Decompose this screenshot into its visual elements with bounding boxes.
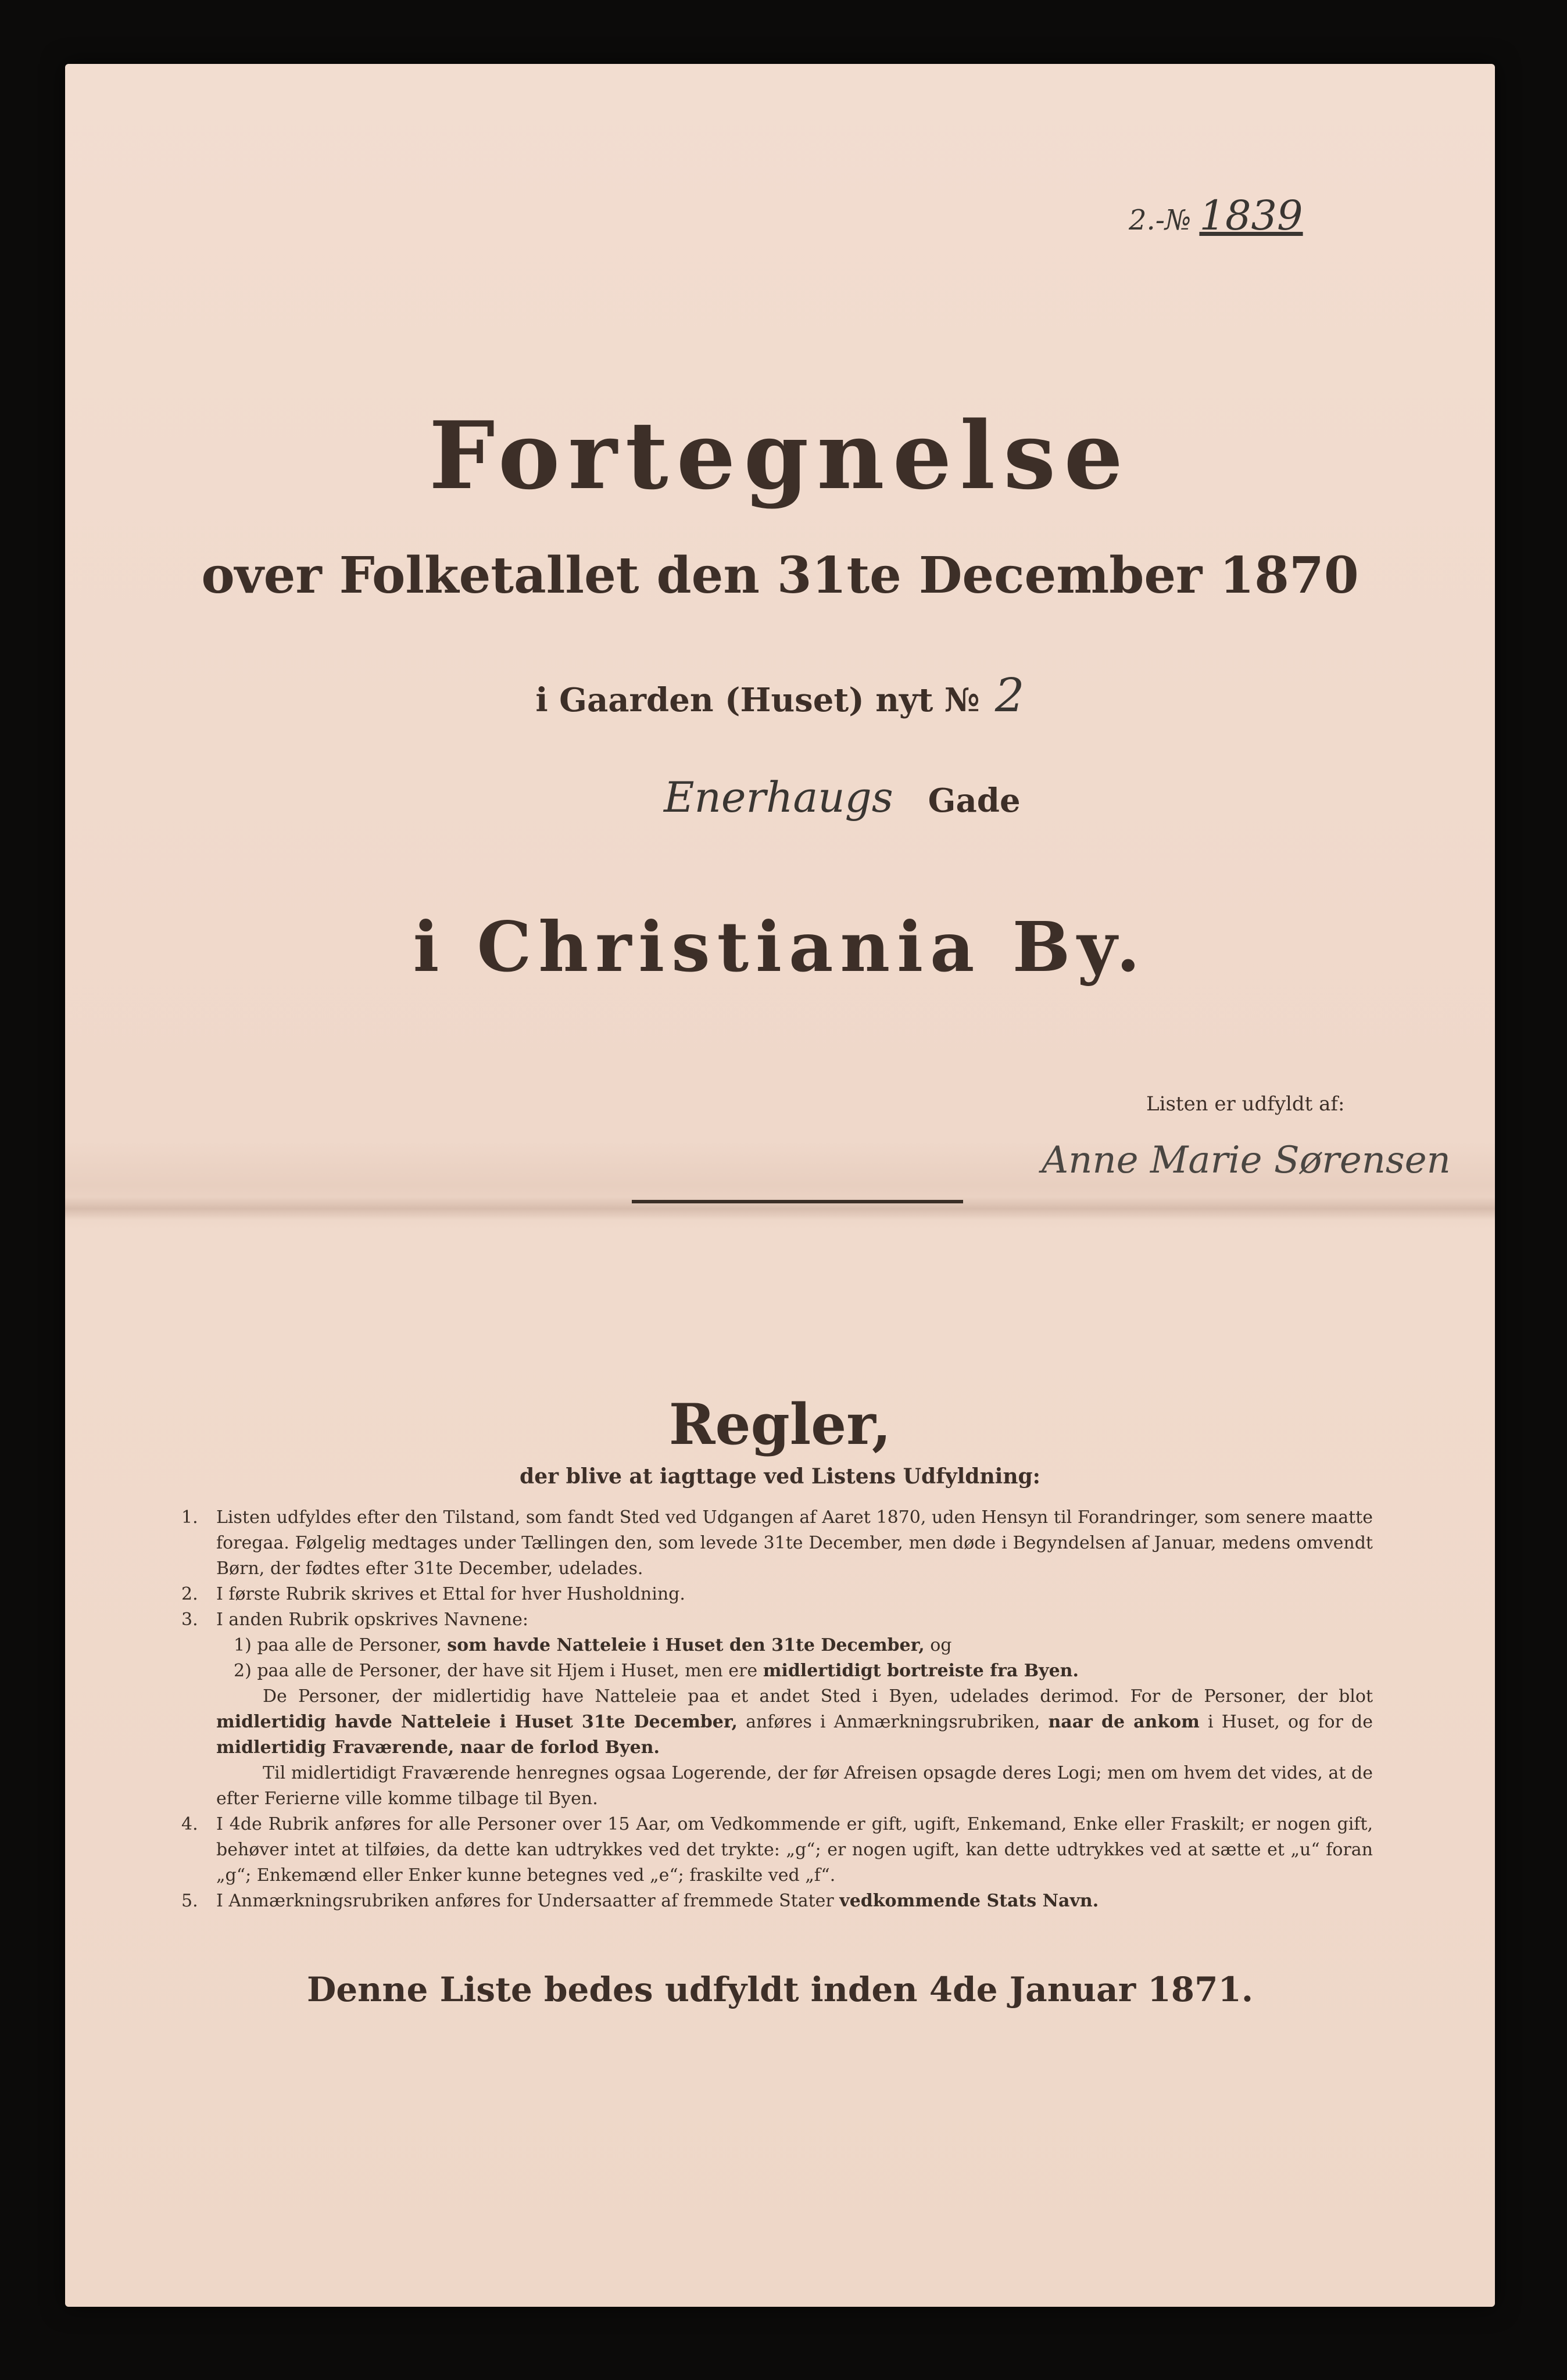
rule-number: 2. (181, 1584, 198, 1604)
filled-by-label: Listen er udfyldt af: (1146, 1092, 1345, 1116)
rule-paragraph-emphasis: midlertidig Fraværende, naar de forlod Byen. (216, 1737, 660, 1758)
form-subtitle: over Folketallet den 31te December 1870 (201, 546, 1359, 605)
rule-subitem-emphasis: som havde Natteleie i Huset den 31te December, (447, 1635, 925, 1655)
street-line (664, 773, 1021, 822)
rule-paragraph-emphasis: midlertidig havde Natteleie i Huset 31te December, (216, 1712, 738, 1732)
rule-paragraph-text: anføres i Anmærkningsrubriken, (737, 1712, 1049, 1732)
rule-subitem (181, 1633, 1373, 1658)
rule-paragraph-emphasis: naar de ankom (1048, 1712, 1200, 1732)
street-label: Gade (928, 782, 1021, 820)
rule-subitem-text: 2) paa alle de Personer, der have sit Hjem i Huset, men ere (234, 1661, 763, 1681)
rule-paragraph-text: i Huset, og for de (1199, 1712, 1373, 1732)
rule-item (181, 1582, 1373, 1607)
rules-list (181, 1505, 1373, 1914)
rule-text: I anden Rubrik opskrives Navnene: (216, 1610, 528, 1630)
rules-subtitle: der blive at iagttage ved Listens Udfyldning: (520, 1464, 1040, 1489)
rule-text: I Anmærkningsrubriken anføres for Undersaatter af fremmede Stater (216, 1891, 840, 1911)
signature: Anne Marie Sørensen (1042, 1139, 1451, 1182)
rule-number: 4. (181, 1814, 198, 1834)
rule-subitem-text: og (924, 1635, 952, 1655)
house-label: i Gaarden (Huset) nyt № (535, 681, 980, 719)
city-line: i Christiania By. (413, 906, 1147, 987)
reference-number (1129, 192, 1303, 239)
rule-item (181, 1607, 1373, 1633)
rule-item (181, 1505, 1373, 1582)
rule-text: I 4de Rubrik anføres for alle Personer over 15 Aar, om Vedkommende er gift, ugift, Enkemand, Enke eller Fraskilt; er nogen gift, behøver intet at tilføies, da dette kan udtrykkes ved det trykte: „g“; er nogen ugift, kan dette udtrykkes ved at sætte et „u“ foran „g“; Enkemænd eller Enker kunne betegnes ved „e“; fraskilte ved „f“. (216, 1814, 1373, 1886)
rule-text: I første Rubrik skrives et Ettal for hver Husholdning. (216, 1584, 685, 1604)
street-name: Enerhaugs (664, 773, 893, 822)
rule-paragraph (181, 1684, 1373, 1761)
reference-prefix: 2.-№ (1129, 204, 1192, 236)
divider-rule (632, 1200, 963, 1203)
form-title: Fortegnelse (428, 401, 1132, 510)
rule-item (181, 1888, 1373, 1914)
rule-item (181, 1812, 1373, 1888)
reference-value: 1839 (1199, 192, 1303, 239)
rule-subitem-text: 1) paa alle de Personer, (234, 1635, 448, 1655)
rule-emphasis: vedkommende Stats Navn. (839, 1891, 1099, 1911)
deadline-note: Denne Liste bedes udfyldt inden 4de Januar 1871. (306, 1970, 1254, 2009)
rule-number: 3. (181, 1610, 198, 1630)
rules-title: Regler, (668, 1392, 892, 1457)
rule-paragraph (181, 1761, 1373, 1812)
rule-number: 5. (181, 1891, 198, 1911)
rule-subitem-emphasis: midlertidigt bortreiste fra Byen. (763, 1661, 1079, 1681)
house-line (65, 668, 1495, 722)
rule-subitem (181, 1658, 1373, 1684)
census-form-sheet (65, 64, 1495, 2307)
rule-number: 1. (181, 1507, 198, 1528)
rule-paragraph-text: Til midlertidigt Fraværende henregnes ogsaa Logerende, der før Afreisen opsagde deres Logi; men om hvem det vides, at de efter Ferierne ville komme tilbage til Byen. (216, 1763, 1373, 1809)
rule-text: Listen udfyldes efter den Tilstand, som fandt Sted ved Udgangen af Aaret 1870, uden Hensyn til Forandringer, som senere maatte foregaa. Følgelig medtages under Tællingen den, som levede 31te December, men døde i Begyndelsen af Januar, medens omvendt Børn, der fødtes efter 31te December, udelades. (216, 1507, 1373, 1579)
house-number: 2 (994, 668, 1025, 722)
rule-paragraph-text: De Personer, der midlertidig have Natteleie paa et andet Sted i Byen, udelades derimod. For de Personer, der blot (263, 1686, 1373, 1707)
